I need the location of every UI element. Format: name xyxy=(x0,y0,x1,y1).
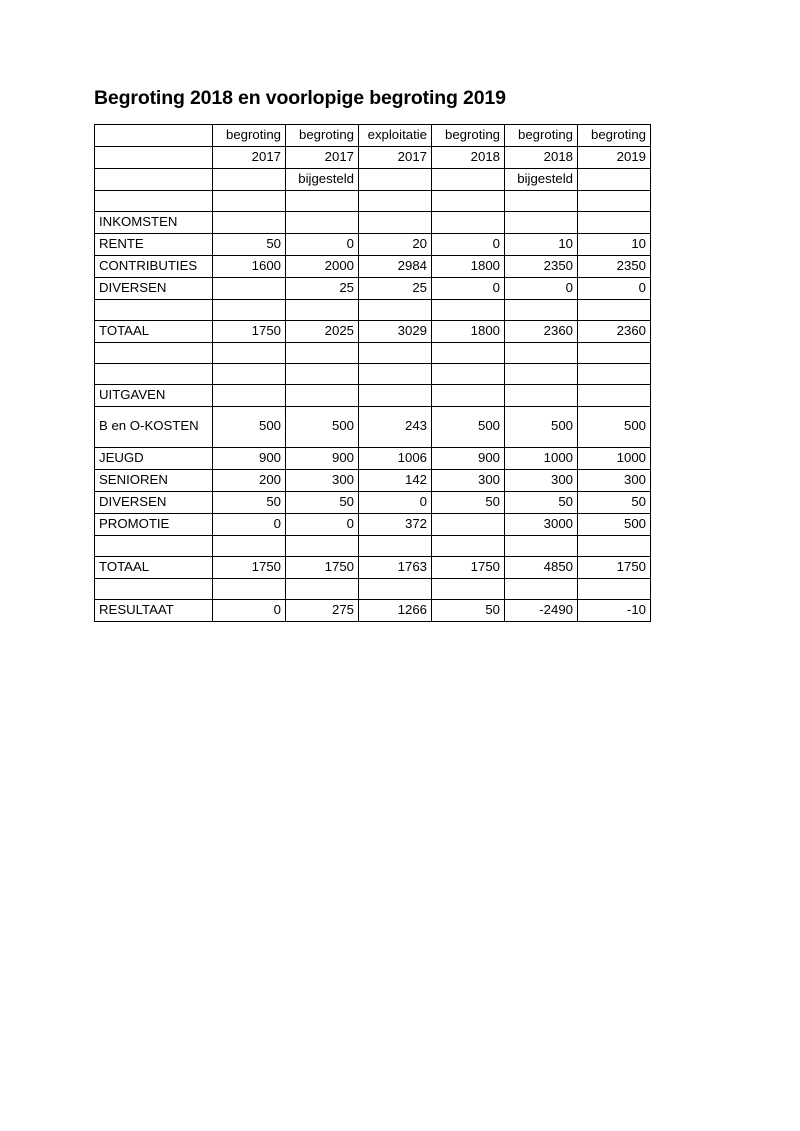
data-cell: 2000 xyxy=(286,256,359,278)
table-header-row xyxy=(95,125,651,147)
column-header-cell: begroting xyxy=(213,125,286,147)
table-row xyxy=(95,600,651,622)
column-header-cell: 2018 xyxy=(505,147,578,169)
table-spacer-row xyxy=(95,300,651,321)
data-cell: 500 xyxy=(505,407,578,448)
table-header-row xyxy=(95,169,651,191)
data-cell xyxy=(286,579,359,600)
row-label-cell: DIVERSEN xyxy=(95,278,213,300)
data-cell: 200 xyxy=(213,470,286,492)
data-cell: -2490 xyxy=(505,600,578,622)
data-cell: 1750 xyxy=(213,557,286,579)
row-label-cell: RENTE xyxy=(95,234,213,256)
column-header-cell: 2017 xyxy=(359,147,432,169)
data-cell: 20 xyxy=(359,234,432,256)
data-cell: 1266 xyxy=(359,600,432,622)
column-header-cell: exploitatie xyxy=(359,125,432,147)
table-row xyxy=(95,407,651,448)
column-header-cell: bijgesteld xyxy=(505,169,578,191)
table-spacer-row xyxy=(95,579,651,600)
data-cell: 0 xyxy=(213,514,286,536)
table-row xyxy=(95,557,651,579)
row-label-cell: CONTRIBUTIES xyxy=(95,256,213,278)
data-cell: 500 xyxy=(578,407,651,448)
header-corner-cell xyxy=(95,147,213,169)
data-cell: 300 xyxy=(505,470,578,492)
header-corner-cell xyxy=(95,125,213,147)
data-cell: 1800 xyxy=(432,256,505,278)
table-row xyxy=(95,234,651,256)
table-spacer-row xyxy=(95,536,651,557)
data-cell xyxy=(578,364,651,385)
data-cell: 0 xyxy=(505,278,578,300)
data-cell: 2350 xyxy=(505,256,578,278)
data-cell: 1000 xyxy=(505,448,578,470)
data-cell xyxy=(578,579,651,600)
data-cell xyxy=(505,212,578,234)
data-cell xyxy=(213,385,286,407)
data-cell xyxy=(578,343,651,364)
data-cell xyxy=(505,343,578,364)
column-header-cell: begroting xyxy=(286,125,359,147)
column-header-cell xyxy=(432,169,505,191)
table-row xyxy=(95,256,651,278)
data-cell xyxy=(213,579,286,600)
data-cell: 2360 xyxy=(578,321,651,343)
data-cell xyxy=(359,385,432,407)
data-cell xyxy=(578,191,651,212)
data-cell xyxy=(359,343,432,364)
column-header-cell: begroting xyxy=(505,125,578,147)
data-cell xyxy=(213,212,286,234)
data-cell: 0 xyxy=(432,278,505,300)
data-cell: 2025 xyxy=(286,321,359,343)
table-spacer-row xyxy=(95,364,651,385)
data-cell xyxy=(432,343,505,364)
header-corner-cell xyxy=(95,169,213,191)
data-cell: 500 xyxy=(213,407,286,448)
data-cell: 1750 xyxy=(213,321,286,343)
data-cell: 50 xyxy=(286,492,359,514)
data-cell: 275 xyxy=(286,600,359,622)
row-label-cell: TOTAAL xyxy=(95,557,213,579)
table-row xyxy=(95,278,651,300)
column-header-cell: 2017 xyxy=(286,147,359,169)
data-cell: 0 xyxy=(359,492,432,514)
data-cell: 2350 xyxy=(578,256,651,278)
data-cell xyxy=(578,300,651,321)
data-cell xyxy=(359,212,432,234)
data-cell: 900 xyxy=(213,448,286,470)
data-cell xyxy=(286,300,359,321)
data-cell xyxy=(432,212,505,234)
row-label-cell: INKOMSTEN xyxy=(95,212,213,234)
row-label-cell: UITGAVEN xyxy=(95,385,213,407)
data-cell: 4850 xyxy=(505,557,578,579)
data-cell: 50 xyxy=(578,492,651,514)
budget-table-body xyxy=(95,125,651,622)
row-label-cell xyxy=(95,300,213,321)
data-cell: 1006 xyxy=(359,448,432,470)
data-cell: 1000 xyxy=(578,448,651,470)
table-row xyxy=(95,448,651,470)
data-cell: 1600 xyxy=(213,256,286,278)
column-header-cell xyxy=(578,169,651,191)
table-row xyxy=(95,470,651,492)
column-header-cell: begroting xyxy=(432,125,505,147)
row-label-cell: SENIOREN xyxy=(95,470,213,492)
row-label-cell xyxy=(95,579,213,600)
table-row xyxy=(95,514,651,536)
data-cell: 0 xyxy=(213,600,286,622)
table-row xyxy=(95,212,651,234)
data-cell xyxy=(578,385,651,407)
data-cell: 0 xyxy=(578,278,651,300)
data-cell: 300 xyxy=(286,470,359,492)
data-cell xyxy=(432,191,505,212)
data-cell: 1750 xyxy=(432,557,505,579)
data-cell xyxy=(432,514,505,536)
data-cell: 25 xyxy=(286,278,359,300)
row-label-cell: DIVERSEN xyxy=(95,492,213,514)
data-cell xyxy=(286,343,359,364)
data-cell: 300 xyxy=(578,470,651,492)
data-cell xyxy=(578,536,651,557)
column-header-cell: bijgesteld xyxy=(286,169,359,191)
data-cell: 2360 xyxy=(505,321,578,343)
data-cell xyxy=(213,343,286,364)
data-cell xyxy=(213,191,286,212)
data-cell: 900 xyxy=(432,448,505,470)
data-cell xyxy=(286,364,359,385)
row-label-cell: PROMOTIE xyxy=(95,514,213,536)
data-cell xyxy=(286,385,359,407)
data-cell: 500 xyxy=(432,407,505,448)
data-cell: 25 xyxy=(359,278,432,300)
data-cell: 50 xyxy=(505,492,578,514)
data-cell xyxy=(213,300,286,321)
column-header-cell xyxy=(359,169,432,191)
data-cell: 1763 xyxy=(359,557,432,579)
data-cell xyxy=(505,191,578,212)
data-cell: 0 xyxy=(286,234,359,256)
table-spacer-row xyxy=(95,191,651,212)
data-cell: 1750 xyxy=(578,557,651,579)
data-cell xyxy=(505,300,578,321)
data-cell xyxy=(213,278,286,300)
data-cell xyxy=(505,536,578,557)
row-label-cell xyxy=(95,343,213,364)
budget-table xyxy=(94,124,651,622)
data-cell xyxy=(286,191,359,212)
data-cell xyxy=(213,364,286,385)
data-cell xyxy=(578,212,651,234)
row-label-cell: RESULTAAT xyxy=(95,600,213,622)
data-cell xyxy=(213,536,286,557)
data-cell: 0 xyxy=(286,514,359,536)
column-header-cell: 2019 xyxy=(578,147,651,169)
data-cell xyxy=(505,364,578,385)
column-header-cell xyxy=(213,169,286,191)
data-cell xyxy=(432,536,505,557)
data-cell: 500 xyxy=(286,407,359,448)
data-cell: 500 xyxy=(578,514,651,536)
data-cell xyxy=(505,579,578,600)
data-cell: 1800 xyxy=(432,321,505,343)
data-cell: 2984 xyxy=(359,256,432,278)
data-cell: 243 xyxy=(359,407,432,448)
table-row xyxy=(95,321,651,343)
data-cell xyxy=(505,385,578,407)
table-header-row xyxy=(95,147,651,169)
data-cell: 900 xyxy=(286,448,359,470)
data-cell xyxy=(286,536,359,557)
column-header-cell: 2017 xyxy=(213,147,286,169)
data-cell xyxy=(359,191,432,212)
table-spacer-row xyxy=(95,343,651,364)
data-cell xyxy=(286,212,359,234)
row-label-cell xyxy=(95,364,213,385)
column-header-cell: begroting xyxy=(578,125,651,147)
data-cell: 50 xyxy=(213,492,286,514)
data-cell: 1750 xyxy=(286,557,359,579)
data-cell xyxy=(359,300,432,321)
data-cell: 0 xyxy=(432,234,505,256)
data-cell: 142 xyxy=(359,470,432,492)
data-cell: 50 xyxy=(432,492,505,514)
data-cell: 50 xyxy=(213,234,286,256)
data-cell xyxy=(359,364,432,385)
row-label-cell: B en O-KOSTEN xyxy=(95,407,213,448)
column-header-cell: 2018 xyxy=(432,147,505,169)
data-cell: 50 xyxy=(432,600,505,622)
data-cell xyxy=(359,579,432,600)
data-cell xyxy=(432,579,505,600)
page-title: Begroting 2018 en voorlopige begroting 2019 xyxy=(94,87,506,109)
data-cell xyxy=(432,385,505,407)
row-label-cell xyxy=(95,191,213,212)
data-cell: 10 xyxy=(505,234,578,256)
data-cell: 372 xyxy=(359,514,432,536)
row-label-cell: TOTAAL xyxy=(95,321,213,343)
data-cell xyxy=(432,364,505,385)
data-cell: -10 xyxy=(578,600,651,622)
row-label-cell xyxy=(95,536,213,557)
data-cell xyxy=(432,300,505,321)
table-row xyxy=(95,385,651,407)
data-cell: 300 xyxy=(432,470,505,492)
row-label-cell: JEUGD xyxy=(95,448,213,470)
data-cell: 3000 xyxy=(505,514,578,536)
table-row xyxy=(95,492,651,514)
data-cell: 10 xyxy=(578,234,651,256)
data-cell xyxy=(359,536,432,557)
data-cell: 3029 xyxy=(359,321,432,343)
